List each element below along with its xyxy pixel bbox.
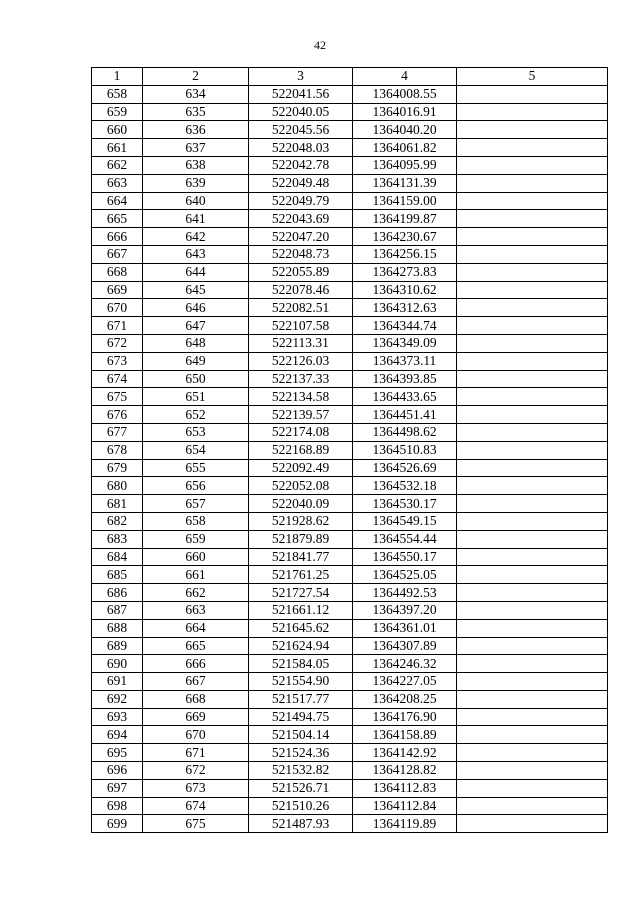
cell-note [457,619,608,637]
cell-y-coordinate: 1364227.05 [353,673,457,691]
cell-point-number: 674 [92,370,143,388]
cell-point-number: 667 [92,245,143,263]
cell-y-coordinate: 1364307.89 [353,637,457,655]
cell-y-coordinate: 1364016.91 [353,103,457,121]
cell-reference-number: 654 [143,441,249,459]
table-row [92,388,608,406]
cell-reference-number: 649 [143,352,249,370]
table-row [92,334,608,352]
cell-y-coordinate: 1364158.89 [353,726,457,744]
cell-reference-number: 673 [143,779,249,797]
cell-x-coordinate: 522040.09 [249,495,353,513]
cell-point-number: 698 [92,797,143,815]
cell-point-number: 684 [92,548,143,566]
cell-x-coordinate: 521526.71 [249,779,353,797]
table-row [92,673,608,691]
cell-x-coordinate: 522113.31 [249,334,353,352]
table-row [92,317,608,335]
table-row [92,370,608,388]
cell-reference-number: 643 [143,245,249,263]
cell-point-number: 660 [92,121,143,139]
cell-note [457,530,608,548]
cell-x-coordinate: 521761.25 [249,566,353,584]
cell-note [457,459,608,477]
cell-y-coordinate: 1364549.15 [353,512,457,530]
cell-y-coordinate: 1364526.69 [353,459,457,477]
cell-x-coordinate: 522078.46 [249,281,353,299]
cell-y-coordinate: 1364131.39 [353,174,457,192]
cell-note [457,655,608,673]
table-row [92,512,608,530]
cell-y-coordinate: 1364246.32 [353,655,457,673]
cell-point-number: 681 [92,495,143,513]
cell-reference-number: 635 [143,103,249,121]
cell-x-coordinate: 522052.08 [249,477,353,495]
table-row [92,210,608,228]
cell-x-coordinate: 522055.89 [249,263,353,281]
cell-reference-number: 666 [143,655,249,673]
cell-note [457,192,608,210]
cell-note [457,708,608,726]
cell-y-coordinate: 1364393.85 [353,370,457,388]
table-row [92,495,608,513]
cell-reference-number: 647 [143,317,249,335]
cell-reference-number: 645 [143,281,249,299]
cell-reference-number: 668 [143,690,249,708]
table-row [92,548,608,566]
cell-y-coordinate: 1364061.82 [353,139,457,157]
table-header [92,68,608,86]
cell-x-coordinate: 522049.79 [249,192,353,210]
cell-point-number: 664 [92,192,143,210]
cell-point-number: 683 [92,530,143,548]
cell-note [457,352,608,370]
cell-x-coordinate: 521661.12 [249,601,353,619]
cell-note [457,441,608,459]
table-row [92,655,608,673]
cell-point-number: 670 [92,299,143,317]
cell-y-coordinate: 1364008.55 [353,85,457,103]
table-row [92,601,608,619]
cell-reference-number: 639 [143,174,249,192]
cell-y-coordinate: 1364128.82 [353,762,457,780]
cell-x-coordinate: 522168.89 [249,441,353,459]
cell-note [457,512,608,530]
cell-point-number: 678 [92,441,143,459]
cell-note [457,423,608,441]
cell-note [457,121,608,139]
cell-reference-number: 661 [143,566,249,584]
cell-reference-number: 663 [143,601,249,619]
cell-x-coordinate: 521624.94 [249,637,353,655]
cell-reference-number: 670 [143,726,249,744]
cell-x-coordinate: 522048.73 [249,245,353,263]
cell-point-number: 675 [92,388,143,406]
table-row [92,299,608,317]
cell-reference-number: 638 [143,156,249,174]
table-row [92,103,608,121]
cell-x-coordinate: 522139.57 [249,406,353,424]
cell-y-coordinate: 1364525.05 [353,566,457,584]
cell-x-coordinate: 522174.08 [249,423,353,441]
cell-point-number: 694 [92,726,143,744]
cell-reference-number: 662 [143,584,249,602]
cell-point-number: 695 [92,744,143,762]
cell-x-coordinate: 522134.58 [249,388,353,406]
cell-reference-number: 669 [143,708,249,726]
table-row [92,690,608,708]
cell-reference-number: 650 [143,370,249,388]
cell-reference-number: 656 [143,477,249,495]
cell-x-coordinate: 522107.58 [249,317,353,335]
table-row [92,566,608,584]
cell-note [457,281,608,299]
cell-point-number: 699 [92,815,143,833]
cell-note [457,299,608,317]
cell-y-coordinate: 1364451.41 [353,406,457,424]
table-row [92,584,608,602]
cell-reference-number: 651 [143,388,249,406]
cell-y-coordinate: 1364095.99 [353,156,457,174]
cell-note [457,477,608,495]
cell-x-coordinate: 522042.78 [249,156,353,174]
cell-point-number: 685 [92,566,143,584]
cell-note [457,406,608,424]
cell-x-coordinate: 521504.14 [249,726,353,744]
cell-point-number: 663 [92,174,143,192]
table-row [92,619,608,637]
cell-point-number: 690 [92,655,143,673]
cell-reference-number: 665 [143,637,249,655]
cell-reference-number: 646 [143,299,249,317]
cell-y-coordinate: 1364040.20 [353,121,457,139]
table-row [92,121,608,139]
cell-note [457,762,608,780]
column-header-4: 4 [353,68,457,86]
cell-reference-number: 653 [143,423,249,441]
cell-x-coordinate: 522082.51 [249,299,353,317]
cell-point-number: 680 [92,477,143,495]
cell-point-number: 676 [92,406,143,424]
cell-point-number: 665 [92,210,143,228]
table-row [92,708,608,726]
cell-point-number: 672 [92,334,143,352]
cell-y-coordinate: 1364532.18 [353,477,457,495]
cell-y-coordinate: 1364142.92 [353,744,457,762]
cell-reference-number: 641 [143,210,249,228]
cell-reference-number: 671 [143,744,249,762]
cell-reference-number: 672 [143,762,249,780]
table-row [92,263,608,281]
table-row [92,281,608,299]
cell-reference-number: 667 [143,673,249,691]
cell-note [457,566,608,584]
cell-x-coordinate: 521487.93 [249,815,353,833]
cell-note [457,779,608,797]
table-row [92,459,608,477]
cell-y-coordinate: 1364256.15 [353,245,457,263]
table-row [92,815,608,833]
column-header-2: 2 [143,68,249,86]
cell-point-number: 686 [92,584,143,602]
cell-point-number: 659 [92,103,143,121]
cell-point-number: 691 [92,673,143,691]
cell-note [457,210,608,228]
cell-reference-number: 655 [143,459,249,477]
cell-note [457,388,608,406]
cell-reference-number: 660 [143,548,249,566]
cell-note [457,548,608,566]
cell-y-coordinate: 1364349.09 [353,334,457,352]
cell-point-number: 689 [92,637,143,655]
cell-x-coordinate: 521928.62 [249,512,353,530]
cell-note [457,263,608,281]
cell-y-coordinate: 1364119.89 [353,815,457,833]
cell-note [457,726,608,744]
table-row [92,245,608,263]
cell-note [457,673,608,691]
cell-reference-number: 644 [143,263,249,281]
cell-y-coordinate: 1364530.17 [353,495,457,513]
cell-note [457,744,608,762]
cell-note [457,228,608,246]
cell-note [457,797,608,815]
cell-note [457,495,608,513]
cell-point-number: 693 [92,708,143,726]
cell-note [457,584,608,602]
cell-point-number: 688 [92,619,143,637]
cell-x-coordinate: 521727.54 [249,584,353,602]
cell-note [457,156,608,174]
table-row [92,762,608,780]
cell-x-coordinate: 522041.56 [249,85,353,103]
cell-note [457,317,608,335]
cell-reference-number: 636 [143,121,249,139]
cell-note [457,690,608,708]
cell-y-coordinate: 1364176.90 [353,708,457,726]
cell-note [457,601,608,619]
table-row [92,139,608,157]
column-header-1: 1 [92,68,143,86]
cell-reference-number: 634 [143,85,249,103]
cell-y-coordinate: 1364199.87 [353,210,457,228]
coordinates-table [91,67,608,833]
cell-point-number: 662 [92,156,143,174]
cell-x-coordinate: 522048.03 [249,139,353,157]
table-row [92,85,608,103]
cell-x-coordinate: 521494.75 [249,708,353,726]
cell-y-coordinate: 1364112.84 [353,797,457,815]
cell-y-coordinate: 1364159.00 [353,192,457,210]
cell-reference-number: 652 [143,406,249,424]
cell-point-number: 692 [92,690,143,708]
cell-point-number: 679 [92,459,143,477]
cell-x-coordinate: 521532.82 [249,762,353,780]
cell-reference-number: 657 [143,495,249,513]
table-row [92,228,608,246]
cell-x-coordinate: 521510.26 [249,797,353,815]
cell-point-number: 677 [92,423,143,441]
cell-y-coordinate: 1364550.17 [353,548,457,566]
cell-point-number: 661 [92,139,143,157]
cell-point-number: 658 [92,85,143,103]
cell-reference-number: 658 [143,512,249,530]
cell-point-number: 669 [92,281,143,299]
column-header-3: 3 [249,68,353,86]
cell-x-coordinate: 522137.33 [249,370,353,388]
cell-point-number: 666 [92,228,143,246]
cell-y-coordinate: 1364433.65 [353,388,457,406]
cell-x-coordinate: 522047.20 [249,228,353,246]
cell-note [457,370,608,388]
table-row [92,156,608,174]
cell-x-coordinate: 521524.36 [249,744,353,762]
cell-x-coordinate: 522126.03 [249,352,353,370]
table-row [92,530,608,548]
cell-reference-number: 648 [143,334,249,352]
cell-reference-number: 664 [143,619,249,637]
cell-reference-number: 675 [143,815,249,833]
cell-y-coordinate: 1364310.62 [353,281,457,299]
table-row [92,797,608,815]
cell-point-number: 687 [92,601,143,619]
cell-x-coordinate: 522092.49 [249,459,353,477]
cell-y-coordinate: 1364312.63 [353,299,457,317]
cell-x-coordinate: 522043.69 [249,210,353,228]
table-row [92,441,608,459]
cell-x-coordinate: 521879.89 [249,530,353,548]
cell-reference-number: 642 [143,228,249,246]
cell-note [457,174,608,192]
cell-x-coordinate: 522045.56 [249,121,353,139]
cell-reference-number: 640 [143,192,249,210]
table-row [92,779,608,797]
table-row [92,174,608,192]
table-row [92,352,608,370]
cell-y-coordinate: 1364230.67 [353,228,457,246]
table-row [92,423,608,441]
cell-point-number: 668 [92,263,143,281]
cell-y-coordinate: 1364273.83 [353,263,457,281]
cell-y-coordinate: 1364361.01 [353,619,457,637]
cell-y-coordinate: 1364344.74 [353,317,457,335]
cell-y-coordinate: 1364208.25 [353,690,457,708]
cell-x-coordinate: 521584.05 [249,655,353,673]
cell-x-coordinate: 522049.48 [249,174,353,192]
cell-note [457,334,608,352]
cell-reference-number: 674 [143,797,249,815]
table-body [92,85,608,832]
cell-x-coordinate: 521645.62 [249,619,353,637]
table-row [92,637,608,655]
cell-y-coordinate: 1364112.83 [353,779,457,797]
cell-y-coordinate: 1364492.53 [353,584,457,602]
cell-note [457,139,608,157]
cell-x-coordinate: 521841.77 [249,548,353,566]
cell-note [457,103,608,121]
table-header-row [92,68,608,86]
cell-reference-number: 637 [143,139,249,157]
table-row [92,406,608,424]
cell-point-number: 671 [92,317,143,335]
cell-note [457,245,608,263]
cell-note [457,85,608,103]
cell-point-number: 682 [92,512,143,530]
cell-y-coordinate: 1364397.20 [353,601,457,619]
cell-y-coordinate: 1364373.11 [353,352,457,370]
column-header-5: 5 [457,68,608,86]
cell-note [457,637,608,655]
cell-note [457,815,608,833]
cell-x-coordinate: 521517.77 [249,690,353,708]
table-row [92,726,608,744]
table-row [92,477,608,495]
cell-y-coordinate: 1364554.44 [353,530,457,548]
cell-x-coordinate: 521554.90 [249,673,353,691]
table-row [92,192,608,210]
page-number: 42 [314,38,326,52]
cell-point-number: 696 [92,762,143,780]
table-row [92,744,608,762]
cell-x-coordinate: 522040.05 [249,103,353,121]
cell-y-coordinate: 1364498.62 [353,423,457,441]
cell-point-number: 673 [92,352,143,370]
cell-point-number: 697 [92,779,143,797]
cell-y-coordinate: 1364510.83 [353,441,457,459]
cell-reference-number: 659 [143,530,249,548]
